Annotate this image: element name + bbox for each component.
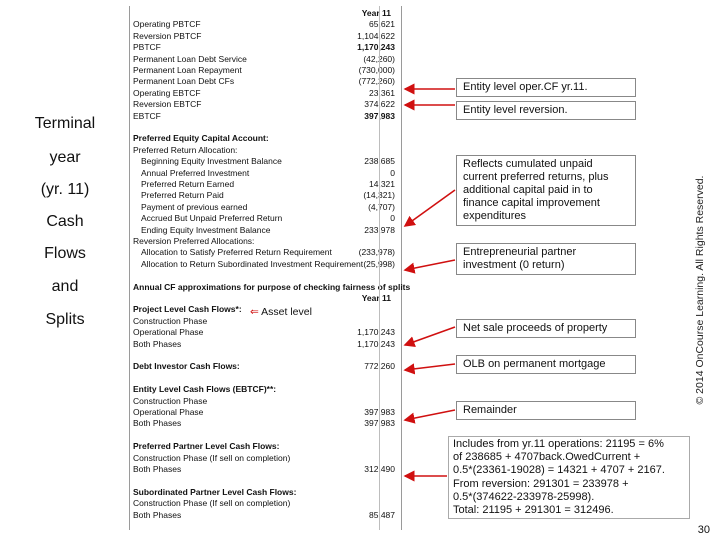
row-label: Preferred Partner Level Cash Flows: [133, 441, 280, 452]
sheet-row-blank [130, 122, 401, 133]
sheet-row [130, 133, 401, 144]
title-line: Terminal [34, 115, 96, 132]
row-label: Construction Phase (If sell on completion) [133, 452, 291, 463]
row-value: 0 [390, 167, 395, 178]
row-label: Accrued But Unpaid Preferred Return [141, 213, 283, 224]
note-line: From reversion: 291301 = 233978 + [453, 477, 629, 490]
row-label: Preferred Return Allocation: [133, 144, 238, 155]
row-value: 374,622 [364, 99, 395, 110]
row-label: Both Phases [133, 418, 182, 429]
sheet-row [130, 156, 401, 167]
sheet-row [130, 145, 401, 156]
sheet-row [130, 54, 401, 65]
sheet-row [130, 236, 401, 247]
row-label: Annual CF approximations for purpose of checking fairness of splits [133, 281, 411, 292]
note-line: Includes from yr.11 operations: 21195 = 6% [453, 438, 664, 450]
callout-reversion: Entity level reversion. [456, 101, 636, 120]
row-label: Operating EBTCF [133, 87, 201, 98]
arrow-remainder [405, 410, 455, 420]
sheet-row [130, 384, 401, 395]
row-value: 65,621 [369, 19, 395, 30]
sheet-row [130, 281, 411, 293]
title-line: Flows [44, 245, 86, 262]
sheet-row [130, 487, 401, 498]
left-arrow-icon: ⇐ [250, 306, 259, 318]
row-value: 1,170,243 [357, 338, 395, 349]
title-line: Splits [45, 311, 85, 328]
note-line: of 238685 + 4707back.OwedCurrent + [453, 451, 641, 464]
row-value: 1,170,243 [357, 327, 395, 338]
row-value: Year 11 [361, 8, 391, 18]
sheet-row [130, 396, 401, 407]
sheet-row [130, 510, 401, 521]
callout-oper-cf: Entity level oper.CF yr.11. [456, 78, 636, 97]
callout-pref-returns: Reflects cumulated unpaid current preferred returns, plus additional capital paid in to finance capital improvement expenditures [456, 155, 636, 226]
row-label: Annual Preferred Investment [141, 167, 250, 178]
row-value: (25,998) [363, 258, 395, 269]
row-label: Project Level Cash Flows*: [133, 304, 242, 315]
sheet-row [130, 111, 401, 122]
sheet-row-blank [130, 475, 401, 486]
row-label: Construction Phase [133, 315, 208, 326]
arrow-net-sale [405, 327, 455, 345]
row-label: Entity Level Cash Flows (EBTCF)**: [133, 384, 277, 395]
sheet-row [130, 190, 401, 201]
copyright-notice: © 2014 OnCourse Learning. All Rights Reserved. [694, 175, 706, 405]
row-value: (4,707) [368, 201, 395, 212]
sheet-row-blank [130, 430, 401, 441]
row-value: 1,170,243 [357, 42, 395, 53]
row-value: 397,983 [364, 418, 395, 429]
callout-olb: OLB on permanent mortgage [456, 355, 636, 374]
sheet-row-blank [130, 373, 401, 384]
sheet-row [130, 42, 401, 53]
sheet-row [130, 88, 401, 99]
title-line: year [49, 149, 81, 166]
row-label: Permanent Loan Debt CFs [133, 76, 235, 87]
asset-level-note [250, 306, 312, 318]
sheet-row [130, 464, 401, 475]
row-value: (772,260) [358, 76, 395, 87]
row-label: Both Phases [133, 509, 182, 520]
row-value: 233,978 [364, 224, 395, 235]
sheet-row [130, 179, 401, 190]
row-value: (233,978) [358, 247, 395, 258]
sheet-row-blank [130, 8, 401, 19]
row-value: 85,487 [369, 509, 395, 520]
row-label: Both Phases [133, 338, 182, 349]
row-value: 397,983 [364, 110, 395, 121]
preferred-calc-note [448, 436, 690, 519]
row-label: Reversion Preferred Allocations: [133, 236, 255, 246]
row-value: (730,000) [358, 65, 395, 75]
note-line: 0.5*(23361-19028) = 14321 + 4707 + 2167. [453, 464, 665, 477]
row-label: EBTCF [133, 110, 161, 121]
sheet-row [130, 339, 401, 350]
row-value: 238,685 [364, 156, 395, 167]
sheet-row [130, 247, 401, 258]
row-label: Debt Investor Cash Flows: [133, 361, 240, 372]
row-value: 0 [390, 213, 395, 224]
arrow-entrepreneurial [405, 260, 455, 270]
note-line: Total: 21195 + 291301 = 312496. [453, 504, 614, 517]
row-label: Subordinated Partner Level Cash Flows: [133, 486, 297, 497]
arrow-olb [405, 364, 455, 370]
sheet-row [130, 225, 401, 236]
sheet-row [130, 361, 401, 372]
row-label: Preferred Equity Capital Account: [133, 133, 269, 144]
row-value: (14,321) [363, 190, 395, 201]
page-number: 30 [697, 524, 710, 536]
row-value: 14,321 [369, 179, 395, 189]
sheet-row [130, 65, 401, 76]
note-line: 0.5*(374622-233978-25998). [453, 490, 595, 503]
sheet-row-blank [130, 270, 401, 281]
sheet-row [130, 76, 401, 87]
row-value: 397,983 [364, 407, 395, 417]
row-label: Both Phases [133, 464, 182, 474]
row-label: Beginning Equity Investment Balance [141, 156, 282, 167]
title-line: and [51, 278, 79, 295]
sheet-row [130, 407, 401, 418]
row-value: 23,361 [369, 87, 395, 98]
sheet-row [130, 31, 401, 42]
row-label: PBTCF [133, 42, 161, 53]
row-label: Construction Phase (If sell on completion) [133, 498, 291, 509]
arrow-pref-returns [405, 190, 455, 226]
row-label: Reversion PBTCF [133, 30, 202, 41]
row-value: Year 11 [361, 293, 391, 303]
callout-entrepreneurial: Entrepreneurial partner investment (0 return) [456, 243, 636, 275]
row-label: Operating PBTCF [133, 19, 201, 30]
row-label: Construction Phase [133, 395, 208, 406]
row-label: Operational Phase [133, 407, 204, 417]
row-label: Permanent Loan Debt Service [133, 53, 247, 64]
sheet-row [130, 327, 401, 338]
sheet-row [130, 202, 401, 213]
row-label: Operational Phase [133, 327, 204, 338]
title-line: (yr. 11) [40, 181, 90, 198]
row-label: Permanent Loan Repayment [133, 65, 242, 75]
row-label: Payment of previous earned [141, 201, 248, 212]
sheet-row-blank [130, 350, 401, 361]
row-label: Ending Equity Investment Balance [141, 224, 271, 235]
sheet-row-blank [130, 293, 401, 304]
row-label: Allocation to Return Subordinated Investment Requirement [141, 258, 364, 269]
cash-flow-spreadsheet [129, 6, 411, 530]
sheet-row [130, 168, 401, 179]
title-line: Cash [46, 213, 84, 230]
value-column-divider [379, 6, 380, 530]
sheet-row [130, 498, 401, 509]
sheet-row [130, 213, 401, 224]
sheet-row [130, 19, 401, 30]
row-label: Allocation to Satisfy Preferred Return Requirement [141, 247, 332, 258]
sheet-row [130, 259, 401, 270]
row-value: 1,104,622 [357, 30, 395, 41]
sheet-row [130, 441, 401, 452]
row-label: Preferred Return Paid [141, 190, 224, 201]
sheet-row [130, 453, 401, 464]
asset-level-label: Asset level [261, 306, 312, 318]
sheet-row [130, 99, 401, 110]
row-value: 312,490 [364, 464, 395, 474]
row-value: 772,260 [364, 361, 395, 372]
row-value: (42,260) [363, 53, 395, 64]
row-label: Reversion EBTCF [133, 99, 202, 110]
row-label: Preferred Return Earned [141, 179, 235, 189]
callout-remainder: Remainder [456, 401, 636, 420]
sheet-row [130, 418, 401, 429]
callout-net-sale: Net sale proceeds of property [456, 319, 636, 338]
